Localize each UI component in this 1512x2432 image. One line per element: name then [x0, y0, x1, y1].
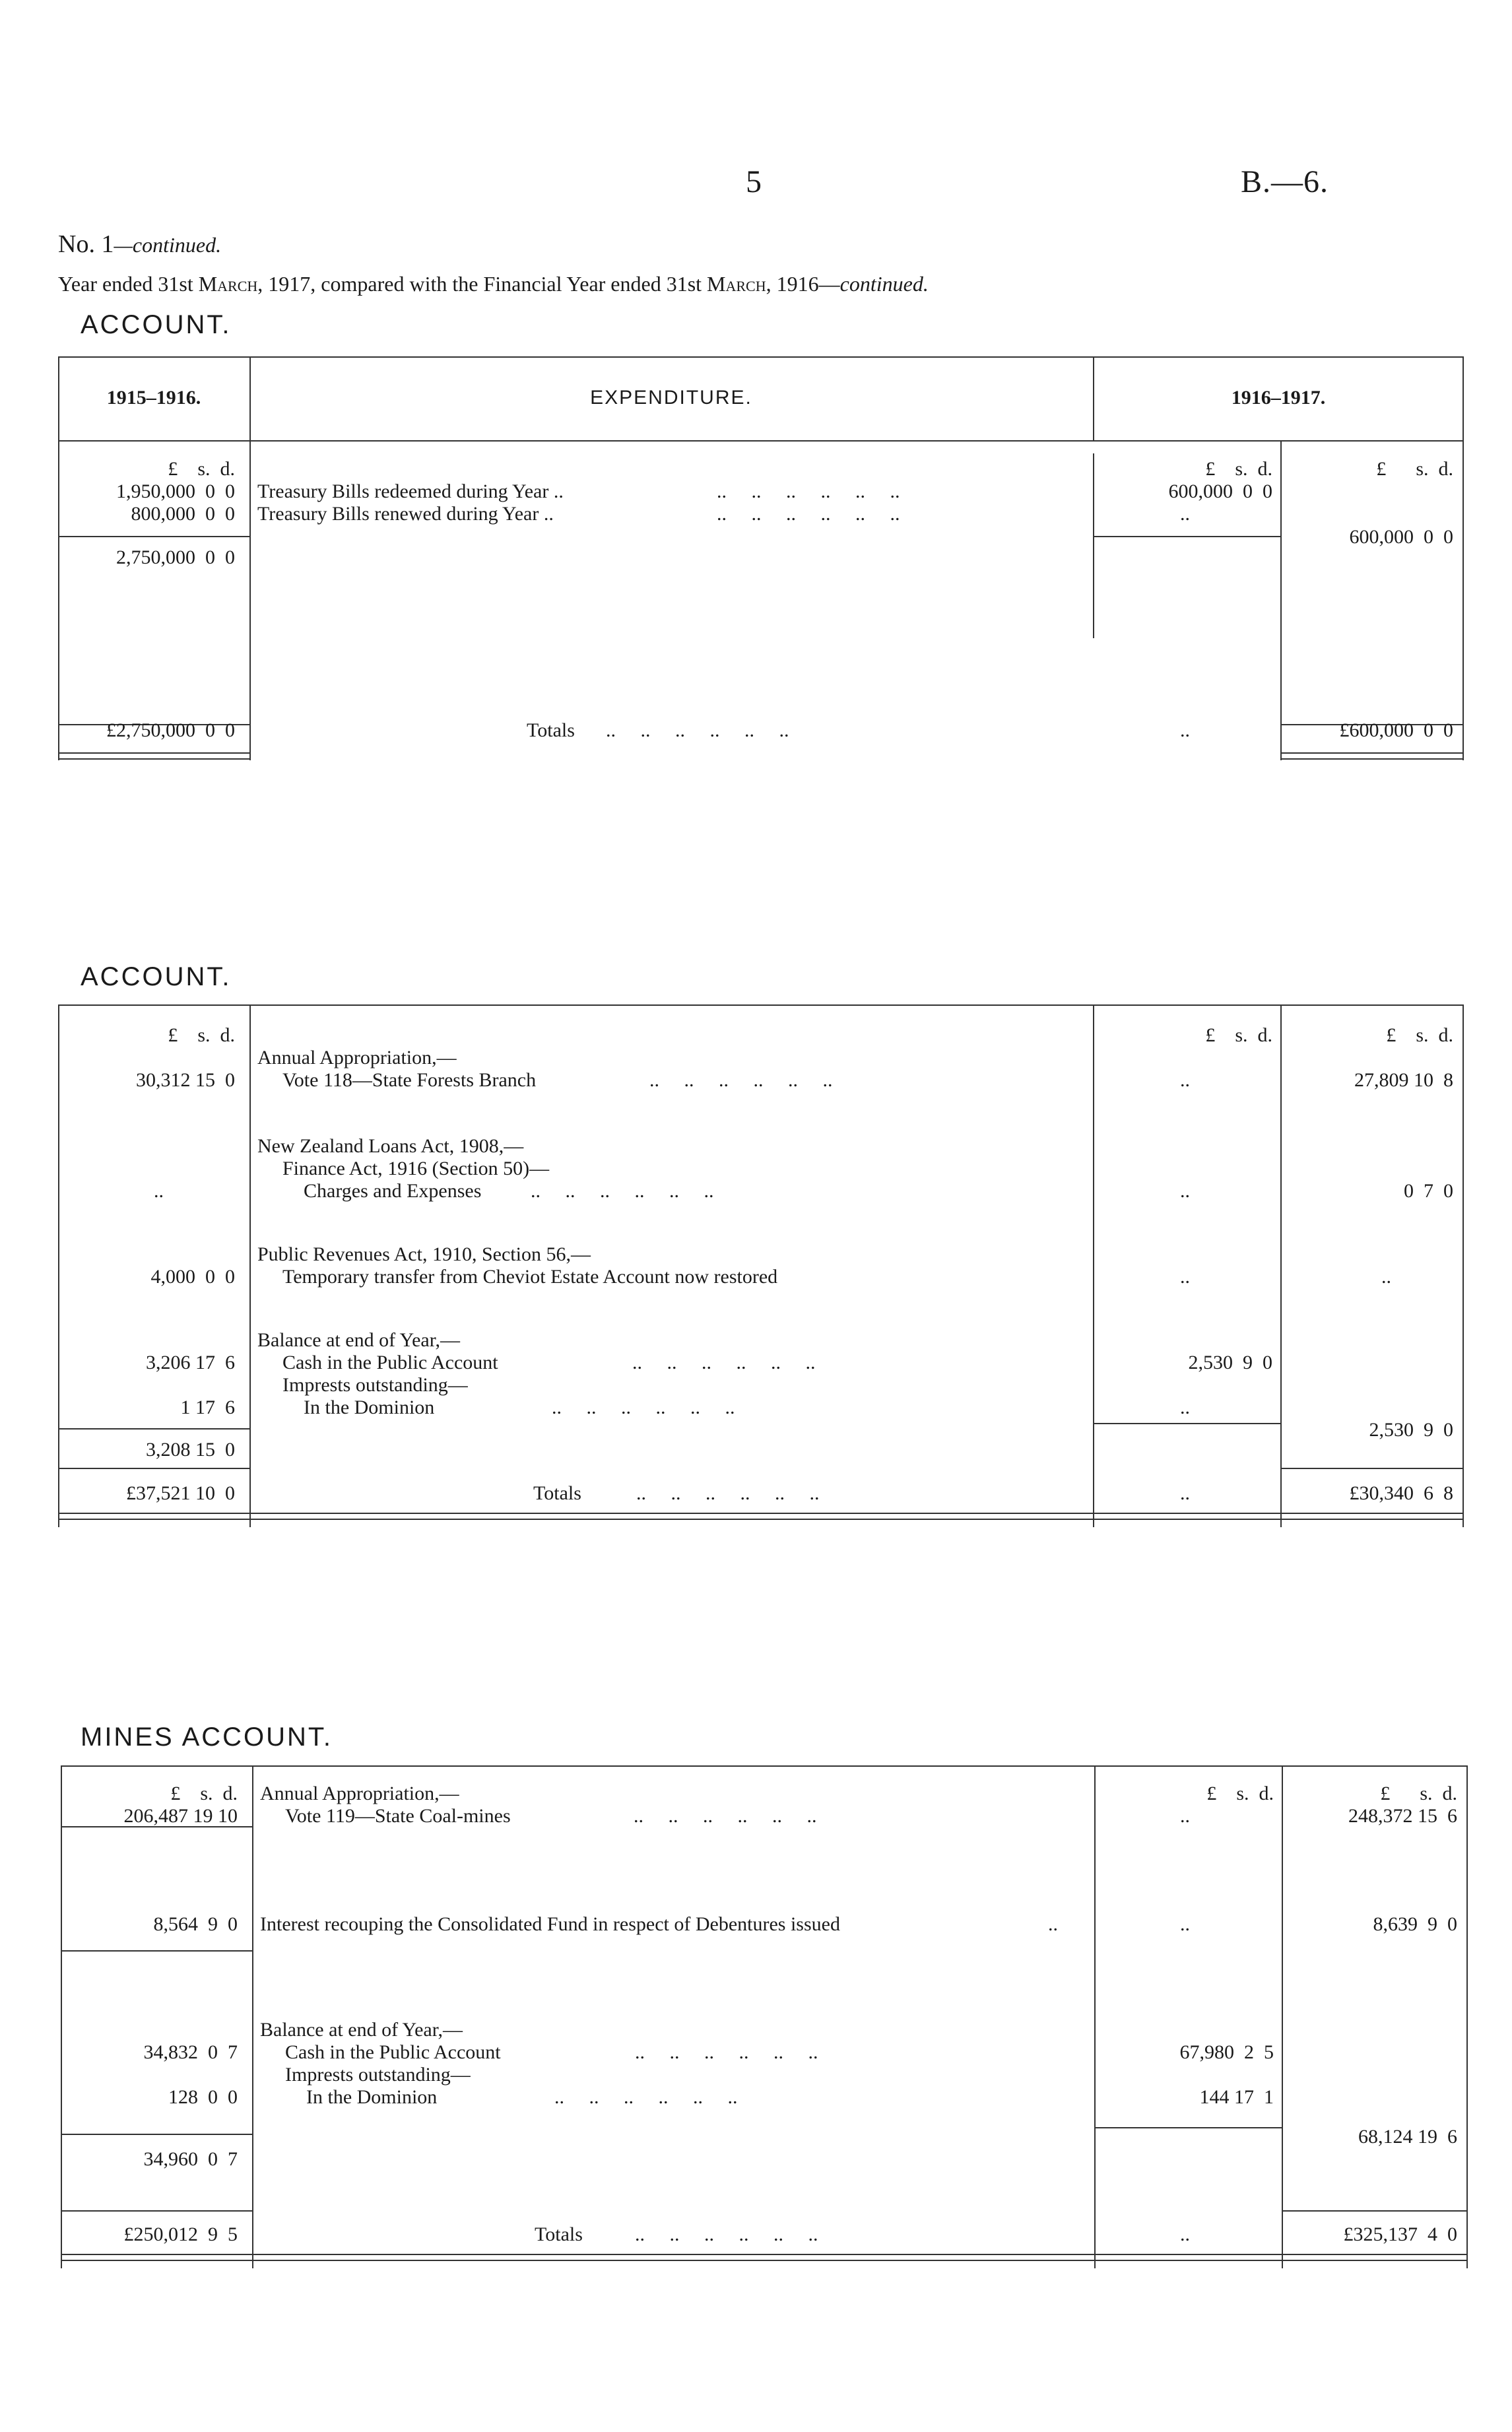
- group1-inner: ..: [1180, 1069, 1190, 1091]
- col-header-expenditure: EXPENDITURE.: [590, 387, 752, 409]
- group2-subtitle: Finance Act, 1916 (Section 50)—: [282, 1158, 550, 1179]
- row1-leader: .. .. .. .. .. ..: [717, 480, 900, 502]
- group1-inner: ..: [1180, 1805, 1190, 1827]
- group3-title: Public Revenues Act, 1910, Section 56,—: [257, 1243, 591, 1265]
- row1-description: Treasury Bills redeemed during Year ..: [257, 480, 564, 502]
- group2-prev: ..: [154, 1180, 164, 1202]
- row1-prev-amount: 1,950,000 0 0: [116, 480, 235, 502]
- page-number: 5: [746, 164, 762, 199]
- unit-header-outer: £ s. d.: [1380, 1783, 1457, 1804]
- doc-no-suffix: —continued.: [114, 233, 222, 257]
- group2-outer: 0 7 0: [1404, 1180, 1453, 1202]
- total-inner: ..: [1180, 2223, 1190, 2245]
- section2-table: [58, 1004, 1464, 1537]
- group2-leader: ..: [1048, 1913, 1058, 1935]
- group4-outer: 2,530 9 0: [1369, 1419, 1453, 1441]
- group4-leader2: .. .. .. .. .. ..: [552, 1397, 735, 1418]
- row2-description: Treasury Bills renewed during Year ..: [257, 503, 554, 525]
- group3-inner1: 67,980 2 5: [1179, 2041, 1274, 2063]
- group4-prev2: 1 17 6: [180, 1397, 235, 1418]
- totals-label: Totals: [527, 719, 575, 741]
- group2-inner: ..: [1180, 1913, 1190, 1935]
- total-outer: £30,340 6 8: [1349, 1482, 1453, 1504]
- section2-heading: ACCOUNT.: [81, 962, 232, 991]
- document-subtitle: [58, 272, 929, 296]
- row2-leader: .. .. .. .. .. ..: [717, 503, 900, 525]
- row1-inner-amount: 600,000 0 0: [1168, 480, 1272, 502]
- row2-inner-amount: ..: [1180, 503, 1190, 525]
- subtitle-month: March: [198, 272, 258, 296]
- total-outer: £600,000 0 0: [1339, 719, 1453, 741]
- unit-header-inner: £ s. d.: [1205, 458, 1272, 480]
- group1-prev: 206,487 19 10: [123, 1805, 238, 1827]
- total-inner: ..: [1180, 719, 1190, 741]
- group4-inner1: 2,530 9 0: [1188, 1352, 1272, 1373]
- unit-header-inner: £ s. d.: [1206, 1783, 1274, 1804]
- unit-header-prev: £ s. d.: [168, 458, 235, 480]
- group3-leader1: .. .. .. .. .. ..: [635, 2041, 818, 2063]
- total-outer: £325,137 4 0: [1343, 2223, 1457, 2245]
- group2-prev: 8,564 9 0: [153, 1913, 238, 1935]
- group4-line1: Cash in the Public Account: [282, 1352, 498, 1373]
- page-code: B.—6.: [1241, 164, 1329, 199]
- col-header-curr-year: 1916–1917.: [1231, 387, 1326, 409]
- group1-line: Vote 118—State Forests Branch: [282, 1069, 537, 1091]
- section3-heading: MINES ACCOUNT.: [81, 1723, 333, 1752]
- group4-subtitle: Imprests outstanding—: [282, 1374, 468, 1396]
- document-number: [58, 230, 221, 259]
- doc-no-label: No. 1: [58, 230, 114, 258]
- group3-line: Temporary transfer from Cheviot Estate Account now restored: [282, 1266, 778, 1288]
- unit-header-outer: £ s. d.: [1386, 1024, 1453, 1046]
- group1-leader: .. .. .. .. .. ..: [634, 1805, 817, 1827]
- group4-prev1: 3,206 17 6: [146, 1352, 235, 1373]
- group1-outer: 248,372 15 6: [1348, 1805, 1457, 1827]
- unit-header-prev: £ s. d.: [168, 1024, 235, 1046]
- group3-subtitle: Imprests outstanding—: [285, 2064, 471, 2086]
- subtotal-outer: 600,000 0 0: [1349, 526, 1453, 548]
- group2-leader: .. .. .. .. .. ..: [531, 1180, 714, 1202]
- subtitle-part: Year ended 31st: [58, 272, 199, 296]
- group4-inner2: ..: [1180, 1397, 1190, 1418]
- subtitle-part: , 1917, compared with the Financial Year ended 31st: [257, 272, 707, 296]
- subtotal-prev: 2,750,000 0 0: [116, 546, 235, 568]
- unit-header-outer: £ s. d.: [1376, 458, 1453, 480]
- group1-leader: .. .. .. .. .. ..: [649, 1069, 833, 1091]
- totals-leader: .. .. .. .. .. ..: [636, 1482, 820, 1504]
- section1-table: [58, 356, 1464, 773]
- group1-title: Annual Appropriation,—: [260, 1783, 459, 1804]
- total-prev: £37,521 10 0: [126, 1482, 235, 1504]
- group3-leader2: .. .. .. .. .. ..: [554, 2086, 738, 2108]
- total-prev: £2,750,000 0 0: [106, 719, 235, 741]
- totals-leader: .. .. .. .. .. ..: [606, 719, 789, 741]
- group3-prev: 4,000 0 0: [150, 1266, 235, 1288]
- group3-line2: In the Dominion: [306, 2086, 438, 2108]
- subtitle-month: March: [707, 272, 766, 296]
- row2-prev-amount: 800,000 0 0: [131, 503, 235, 525]
- group4-title: Balance at end of Year,—: [257, 1329, 461, 1351]
- col-header-prev-year: 1915–1916.: [106, 387, 201, 409]
- subtitle-part: , 1916—: [766, 272, 840, 296]
- subtitle-continued: continued.: [839, 272, 929, 296]
- group1-prev: 30,312 15 0: [136, 1069, 235, 1091]
- group3-line1: Cash in the Public Account: [285, 2041, 501, 2063]
- unit-header-prev: £ s. d.: [170, 1783, 238, 1804]
- section1-heading: ACCOUNT.: [81, 310, 232, 339]
- total-inner: ..: [1180, 1482, 1190, 1504]
- group4-subtotal-prev: 3,208 15 0: [146, 1439, 235, 1461]
- totals-label: Totals: [533, 1482, 581, 1504]
- group3-outer: 68,124 19 6: [1358, 2126, 1457, 2148]
- group2-inner: ..: [1180, 1180, 1190, 1202]
- totals-label: Totals: [535, 2223, 583, 2245]
- group3-prev1: 34,832 0 7: [143, 2041, 238, 2063]
- unit-header-inner: £ s. d.: [1205, 1024, 1272, 1046]
- group1-outer: 27,809 10 8: [1354, 1069, 1453, 1091]
- group3-prev2: 128 0 0: [168, 2086, 238, 2108]
- section3-table: [61, 1765, 1468, 2275]
- group2-outer: 8,639 9 0: [1373, 1913, 1457, 1935]
- group3-title: Balance at end of Year,—: [260, 2019, 463, 2041]
- total-prev: £250,012 9 5: [123, 2223, 238, 2245]
- group3-subtotal-prev: 34,960 0 7: [143, 2148, 238, 2170]
- group3-inner: ..: [1180, 1266, 1190, 1288]
- totals-leader: .. .. .. .. .. ..: [635, 2223, 818, 2245]
- group4-line2: In the Dominion: [304, 1397, 435, 1418]
- group3-inner2: 144 17 1: [1199, 2086, 1274, 2108]
- group1-line: Vote 119—State Coal-mines: [285, 1805, 511, 1827]
- group2-line: Interest recouping the Consolidated Fund in respect of Debentures issued: [260, 1913, 840, 1935]
- group2-line: Charges and Expenses: [304, 1180, 482, 1202]
- group1-title: Annual Appropriation,—: [257, 1047, 457, 1068]
- group4-leader1: .. .. .. .. .. ..: [632, 1352, 816, 1373]
- group3-outer: ..: [1381, 1266, 1391, 1288]
- group2-title: New Zealand Loans Act, 1908,—: [257, 1135, 524, 1157]
